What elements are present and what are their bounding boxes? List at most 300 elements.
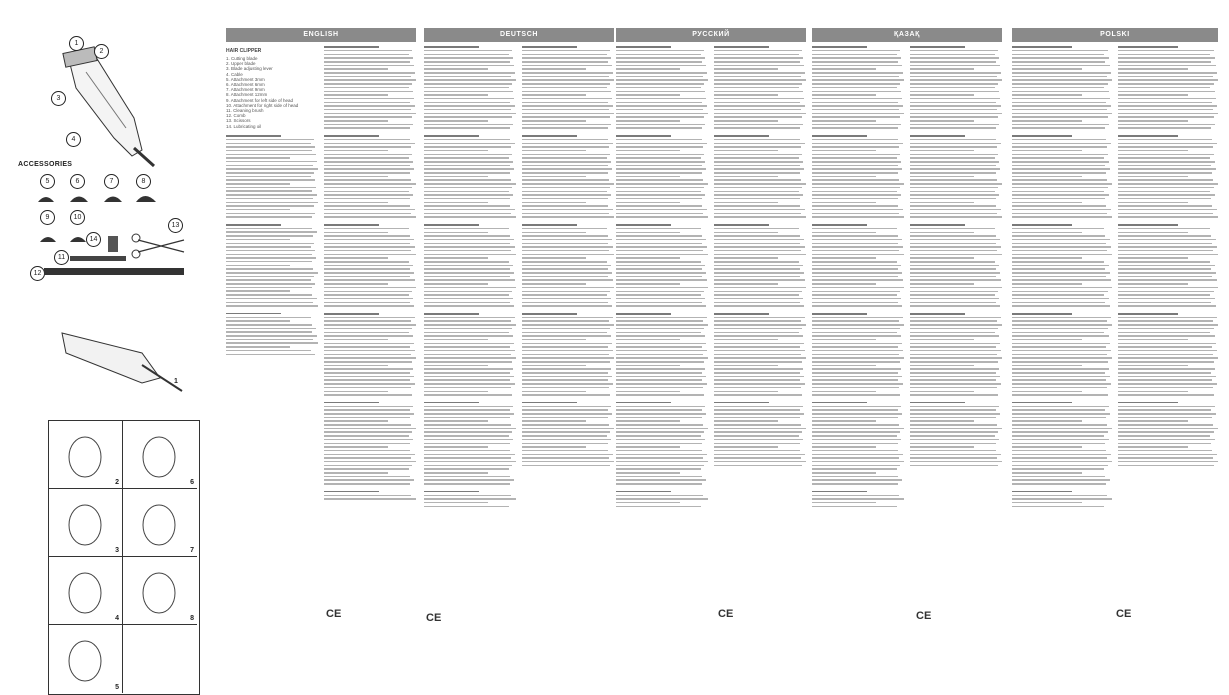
- text-line: [714, 172, 800, 174]
- text-line: [424, 324, 516, 326]
- text-line: [324, 98, 414, 100]
- text-line: [910, 87, 995, 89]
- text-line: [714, 68, 778, 70]
- text-line: [1012, 291, 1108, 293]
- text-line: [324, 302, 410, 304]
- text-line: [324, 154, 412, 156]
- step-6: 6: [123, 421, 197, 489]
- text-line: [324, 413, 414, 415]
- text-line: [1118, 465, 1214, 467]
- text-line: [1012, 205, 1106, 207]
- text-line: [616, 268, 702, 270]
- text-line: [1118, 261, 1210, 263]
- text-line: [424, 265, 513, 267]
- part-number-7: 7: [104, 174, 119, 189]
- text-line: [522, 213, 609, 215]
- text-line: [324, 461, 416, 463]
- text-line: [616, 87, 701, 89]
- text-line: [522, 283, 586, 285]
- text-line: [714, 254, 806, 256]
- text-line: [910, 343, 1000, 345]
- text-line: [714, 94, 778, 96]
- text-line: [324, 216, 416, 218]
- english-part-12: 12. Comb: [226, 113, 246, 119]
- text-line: [616, 317, 707, 319]
- text-line: [616, 72, 707, 74]
- text-line: [424, 261, 509, 263]
- text-line: [324, 402, 379, 404]
- deutsch-right-text: [522, 46, 614, 666]
- text-line: [226, 172, 314, 174]
- text-line: [324, 205, 410, 207]
- text-line: [910, 328, 998, 330]
- text-line: [424, 246, 515, 248]
- text-line: [616, 150, 680, 152]
- text-line: [226, 335, 317, 337]
- ce-mark-polish: CE: [1116, 608, 1132, 620]
- text-line: [522, 354, 609, 356]
- text-line: [910, 287, 1002, 289]
- text-line: [714, 365, 778, 367]
- text-line: [424, 383, 515, 385]
- text-line: [522, 94, 586, 96]
- text-line: [1118, 183, 1218, 185]
- text-line: [424, 313, 479, 315]
- text-line: [616, 65, 706, 67]
- text-line: [616, 76, 703, 78]
- text-line: [910, 279, 1001, 281]
- text-line: [1118, 409, 1211, 411]
- text-line: [1012, 361, 1108, 363]
- text-line: [1012, 406, 1109, 408]
- text-line: [714, 232, 778, 234]
- text-line: [1118, 135, 1178, 137]
- text-line: [616, 183, 708, 185]
- text-line: [812, 506, 897, 508]
- text-line: [424, 446, 488, 448]
- text-line: [1118, 294, 1210, 296]
- text-line: [324, 354, 411, 356]
- text-line: [1118, 272, 1216, 274]
- text-line: [324, 91, 413, 93]
- text-line: [1012, 372, 1105, 374]
- text-line: [324, 365, 388, 367]
- text-line: [714, 409, 800, 411]
- text-line: [910, 317, 1001, 319]
- kazakh-right-text: [910, 46, 1002, 666]
- text-line: [616, 279, 707, 281]
- text-line: [910, 228, 995, 230]
- text-line: [616, 472, 680, 474]
- text-line: [424, 68, 488, 70]
- text-line: [1118, 361, 1214, 363]
- text-line: [616, 272, 706, 274]
- text-line: [424, 113, 516, 115]
- text-line: [812, 146, 899, 148]
- text-line: [424, 76, 511, 78]
- text-line: [616, 468, 701, 470]
- text-line: [522, 87, 607, 89]
- text-line: [616, 276, 702, 278]
- text-line: [714, 332, 799, 334]
- text-line: [714, 120, 778, 122]
- text-line: [616, 291, 704, 293]
- text-line: [324, 495, 411, 497]
- text-line: [522, 65, 612, 67]
- text-line: [522, 216, 614, 218]
- text-line: [1118, 317, 1217, 319]
- text-line: [522, 287, 614, 289]
- text-line: [812, 250, 899, 252]
- text-line: [910, 161, 999, 163]
- text-line: [324, 283, 388, 285]
- text-line: [522, 139, 608, 141]
- text-line: [1118, 368, 1215, 370]
- text-line: [226, 346, 290, 348]
- text-line: [324, 150, 388, 152]
- text-line: [714, 228, 799, 230]
- text-line: [1012, 491, 1072, 493]
- ce-mark-english: CE: [326, 608, 342, 620]
- text-line: [424, 368, 513, 370]
- text-line: [522, 105, 613, 107]
- text-line: [616, 187, 704, 189]
- text-line: [616, 154, 704, 156]
- text-line: [812, 361, 900, 363]
- text-line: [522, 116, 610, 118]
- text-line: [616, 91, 705, 93]
- text-line: [1118, 228, 1210, 230]
- text-line: [910, 94, 974, 96]
- text-line: [910, 239, 1000, 241]
- text-line: [324, 294, 409, 296]
- text-line: [1118, 394, 1214, 396]
- text-line: [1118, 305, 1216, 307]
- text-line: [1118, 313, 1178, 315]
- text-line: [812, 105, 903, 107]
- text-line: [324, 191, 409, 193]
- text-line: [226, 194, 317, 196]
- text-line: [424, 213, 511, 215]
- text-line: [812, 376, 902, 378]
- text-line: [616, 383, 707, 385]
- text-line: [324, 61, 410, 63]
- text-line: [324, 209, 415, 211]
- text-line: [1118, 350, 1217, 352]
- text-line: [616, 254, 708, 256]
- text-line: [714, 343, 804, 345]
- text-line: [324, 313, 379, 315]
- text-line: [616, 157, 701, 159]
- text-line: [616, 102, 702, 104]
- text-line: [424, 239, 514, 241]
- text-line: [1012, 402, 1072, 404]
- text-line: [1118, 254, 1218, 256]
- text-line: [324, 468, 409, 470]
- text-line: [714, 168, 804, 170]
- text-line: [522, 261, 607, 263]
- text-line: [522, 357, 614, 359]
- text-line: [616, 357, 708, 359]
- text-line: [424, 354, 511, 356]
- text-line: [812, 135, 867, 137]
- text-line: [424, 343, 514, 345]
- text-line: [812, 291, 900, 293]
- text-line: [616, 61, 702, 63]
- text-line: [1012, 232, 1082, 234]
- text-line: [424, 224, 479, 226]
- text-line: [424, 205, 510, 207]
- english-part-7: 7. Attachment 9mm: [226, 87, 265, 93]
- text-line: [616, 498, 708, 500]
- text-line: [910, 154, 998, 156]
- text-line: [424, 332, 509, 334]
- text-line: [226, 190, 312, 192]
- text-line: [1012, 194, 1109, 196]
- text-line: [424, 328, 512, 330]
- text-line: [812, 413, 902, 415]
- text-line: [812, 224, 867, 226]
- text-line: [324, 235, 410, 237]
- text-line: [714, 268, 800, 270]
- text-line: [1118, 457, 1213, 459]
- text-line: [616, 191, 701, 193]
- text-line: [1118, 98, 1216, 100]
- text-line: [812, 139, 898, 141]
- part-number-13: 13: [168, 218, 183, 233]
- illustration-column: [14, 28, 194, 691]
- text-line: [324, 287, 416, 289]
- part-number-9: 9: [40, 210, 55, 225]
- text-line: [616, 224, 671, 226]
- text-line: [812, 394, 900, 396]
- text-line: [910, 91, 999, 93]
- text-line: [812, 368, 901, 370]
- text-line: [1118, 354, 1213, 356]
- text-line: [1012, 498, 1112, 500]
- text-line: [616, 194, 705, 196]
- text-line: [714, 187, 802, 189]
- text-line: [324, 431, 412, 433]
- text-line: [424, 143, 515, 145]
- text-line: [324, 479, 414, 481]
- text-line: [1012, 354, 1107, 356]
- text-line: [324, 391, 388, 393]
- text-line: [324, 339, 388, 341]
- text-line: [910, 98, 1000, 100]
- text-line: [324, 272, 414, 274]
- text-line: [324, 335, 413, 337]
- text-line: [1012, 298, 1109, 300]
- text-line: [616, 443, 702, 445]
- text-line: [324, 498, 416, 500]
- text-line: [1012, 246, 1111, 248]
- text-line: [424, 105, 515, 107]
- text-line: [616, 365, 680, 367]
- text-line: [1012, 302, 1105, 304]
- text-line: [714, 54, 799, 56]
- text-line: [1012, 79, 1112, 81]
- column-title-polish: POLSKI: [1012, 28, 1218, 42]
- text-line: [522, 372, 608, 374]
- text-line: [424, 483, 510, 485]
- text-line: [1012, 76, 1107, 78]
- text-line: [324, 305, 414, 307]
- text-line: [324, 224, 379, 226]
- text-line: [812, 120, 876, 122]
- text-line: [812, 113, 904, 115]
- text-line: [1012, 83, 1108, 85]
- text-line: [910, 224, 965, 226]
- text-line: [910, 72, 1001, 74]
- text-line: [910, 232, 974, 234]
- text-line: [714, 443, 800, 445]
- text-line: [522, 61, 608, 63]
- text-line: [910, 450, 996, 452]
- text-line: [324, 57, 413, 59]
- text-line: [522, 361, 610, 363]
- text-line: [522, 250, 609, 252]
- text-line: [616, 305, 706, 307]
- text-line: [910, 57, 999, 59]
- text-line: [226, 261, 312, 263]
- text-line: [616, 476, 702, 478]
- text-line: [616, 376, 706, 378]
- text-line: [324, 198, 410, 200]
- head-sketches: [49, 421, 197, 693]
- text-line: [324, 424, 411, 426]
- english-part-10: 10. Attachment for right side of head: [226, 102, 299, 108]
- text-line: [226, 168, 318, 170]
- text-line: [1118, 54, 1210, 56]
- text-line: [714, 431, 802, 433]
- text-line: [910, 409, 996, 411]
- text-line: [910, 361, 998, 363]
- text-line: [1012, 272, 1110, 274]
- text-line: [522, 113, 614, 115]
- text-line: [1118, 143, 1217, 145]
- text-line: [1012, 213, 1107, 215]
- text-line: [1118, 446, 1188, 448]
- text-line: [616, 46, 671, 48]
- text-line: [424, 465, 512, 467]
- text-line: [1012, 165, 1105, 167]
- text-line: [910, 250, 997, 252]
- text-line: [424, 420, 488, 422]
- text-line: [812, 76, 899, 78]
- text-line: [910, 254, 1002, 256]
- text-line: [910, 176, 974, 178]
- text-line: [812, 339, 876, 341]
- text-line: [522, 320, 609, 322]
- text-line: [1012, 113, 1112, 115]
- text-line: [324, 443, 410, 445]
- text-line: [324, 406, 413, 408]
- text-line: [1012, 368, 1109, 370]
- text-line: [226, 290, 290, 292]
- text-line: [1012, 461, 1112, 463]
- text-line: [812, 209, 903, 211]
- text-line: [424, 157, 509, 159]
- text-line: [910, 83, 998, 85]
- text-line: [522, 176, 586, 178]
- text-line: [226, 143, 311, 145]
- text-line: [1118, 365, 1188, 367]
- text-line: [812, 235, 898, 237]
- text-line: [522, 102, 608, 104]
- text-line: [226, 243, 314, 245]
- text-line: [714, 305, 804, 307]
- text-line: [910, 246, 1001, 248]
- text-line: [714, 165, 800, 167]
- text-line: [1118, 198, 1211, 200]
- text-line: [714, 283, 778, 285]
- text-line: [910, 461, 1002, 463]
- text-line: [910, 394, 998, 396]
- text-line: [812, 379, 898, 381]
- text-line: [1012, 239, 1110, 241]
- text-line: [812, 402, 867, 404]
- text-line: [714, 139, 800, 141]
- text-line: [812, 354, 899, 356]
- text-line: [616, 450, 702, 452]
- text-line: [226, 324, 312, 326]
- text-line: [424, 194, 513, 196]
- text-line: [522, 332, 607, 334]
- text-line: [714, 216, 806, 218]
- text-line: [1012, 332, 1104, 334]
- part-number-2: 2: [94, 44, 109, 59]
- text-line: [616, 328, 704, 330]
- text-line: [522, 135, 577, 137]
- text-line: [910, 102, 996, 104]
- text-line: [1012, 457, 1107, 459]
- text-line: [522, 146, 609, 148]
- text-line: [226, 317, 311, 319]
- text-line: [714, 394, 802, 396]
- text-line: [324, 394, 412, 396]
- text-line: [1012, 428, 1112, 430]
- text-line: [324, 420, 388, 422]
- text-line: [1118, 150, 1188, 152]
- text-line: [616, 391, 680, 393]
- text-line: [522, 454, 613, 456]
- text-line: [324, 79, 416, 81]
- text-line: [910, 435, 995, 437]
- text-line: [424, 502, 488, 504]
- text-line: [424, 257, 488, 259]
- text-line: [324, 157, 409, 159]
- text-line: [424, 168, 514, 170]
- text-line: [910, 135, 965, 137]
- text-line: [1012, 350, 1111, 352]
- text-line: [1118, 61, 1211, 63]
- text-line: [1118, 102, 1212, 104]
- text-line: [910, 332, 995, 334]
- ce-mark-russian: CE: [718, 608, 734, 620]
- text-line: [714, 454, 805, 456]
- text-line: [812, 365, 876, 367]
- text-line: [424, 176, 488, 178]
- russian-right-text: [714, 46, 806, 666]
- text-line: [324, 127, 410, 129]
- text-line: [324, 465, 412, 467]
- text-line: [812, 109, 899, 111]
- text-line: [226, 224, 281, 226]
- text-line: [324, 457, 411, 459]
- text-line: [1012, 98, 1110, 100]
- text-line: [616, 98, 706, 100]
